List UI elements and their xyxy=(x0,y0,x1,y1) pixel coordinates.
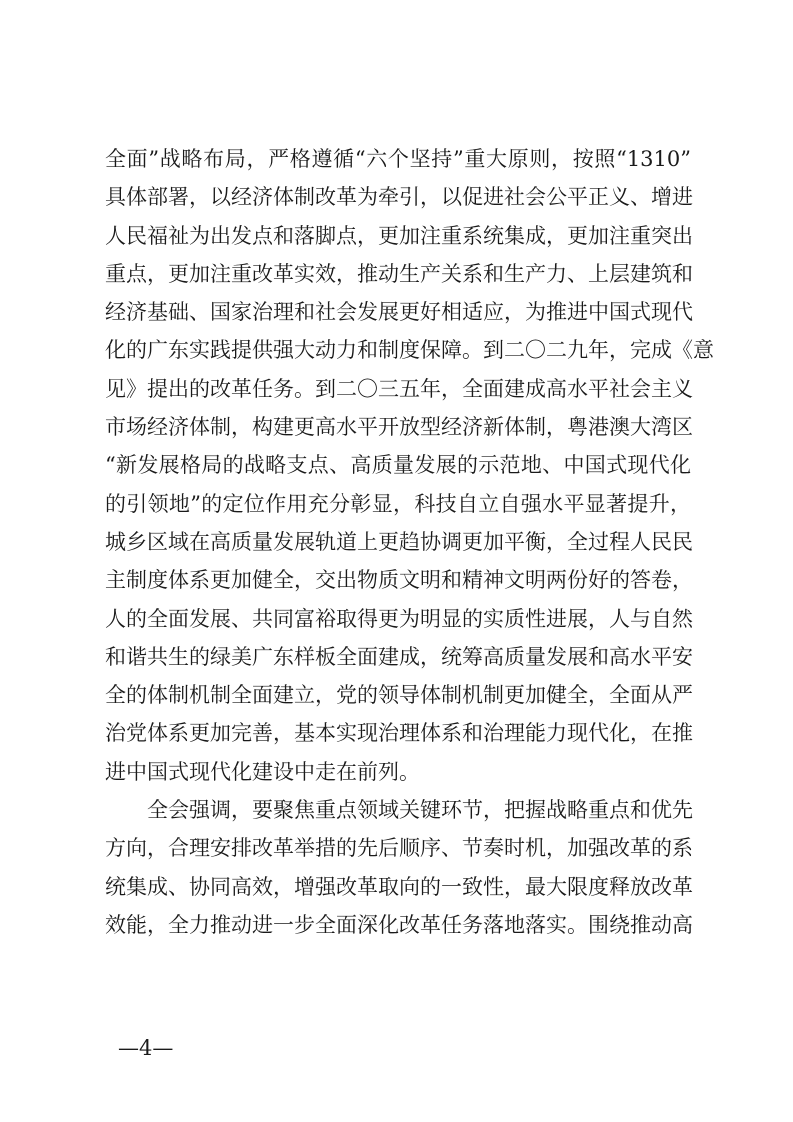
text-line: 经济基础、国家治理和社会发展更好相适应，为推进中国式现代 xyxy=(105,300,693,325)
text-line: 具体部署，以经济体制改革为牵引，以促进社会公平正义、增进 xyxy=(105,185,693,210)
text-line: 全会强调，要聚焦重点领域关键环节，把握战略重点和优先 xyxy=(147,798,693,823)
page-number: —4— xyxy=(118,1036,174,1060)
text-line: 和谐共生的绿美广东样板全面建成，统筹高质量发展和高水平安 xyxy=(105,644,693,669)
text-line: 市场经济体制，构建更高水平开放型经济新体制，粤港澳大湾区 xyxy=(105,415,693,440)
text-line: 的引领地”的定位作用充分彰显，科技自立自强水平显著提升， xyxy=(105,491,691,516)
text-line: 主制度体系更加健全，交出物质文明和精神文明两份好的答卷， xyxy=(105,568,693,593)
text-line: “新发展格局的战略支点、高质量发展的示范地、中国式现代化 xyxy=(105,453,691,478)
text-line: 进中国式现代化建设中走在前列。 xyxy=(105,759,420,784)
text-line: 全面”战略布局，严格遵循“六个坚持”重大原则，按照“1310” xyxy=(105,147,691,171)
text-line: 城乡区域在高质量发展轨道上更趋协调更加平衡，全过程人民民 xyxy=(105,529,693,554)
text-line: 人的全面发展、共同富裕取得更为明显的实质性进展，人与自然 xyxy=(105,606,693,631)
text-line: 人民福祉为出发点和落脚点，更加注重系统集成，更加注重突出 xyxy=(105,223,693,248)
text-line: 效能，全力推动进一步全面深化改革任务落地落实。围绕推动高 xyxy=(105,912,693,937)
text-line: 治党体系更加完善，基本实现治理体系和治理能力现代化，在推 xyxy=(105,721,693,746)
text-line: 统集成、协同高效，增强改革取向的一致性，最大限度释放改革 xyxy=(105,874,693,899)
text-line: 全的体制机制全面建立，党的领导体制机制更加健全，全面从严 xyxy=(105,683,693,708)
body-text xyxy=(105,140,714,944)
text-line: 化的广东实践提供强大动力和制度保障。到二〇二九年，完成《意 xyxy=(105,338,714,363)
text-line: 见》提出的改革任务。到二〇三五年，全面建成高水平社会主义 xyxy=(105,376,693,401)
text-line: 方向，合理安排改革举措的先后顺序、节奏时机，加强改革的系 xyxy=(105,836,693,861)
text-line: 重点，更加注重改革实效，推动生产关系和生产力、上层建筑和 xyxy=(105,261,693,286)
